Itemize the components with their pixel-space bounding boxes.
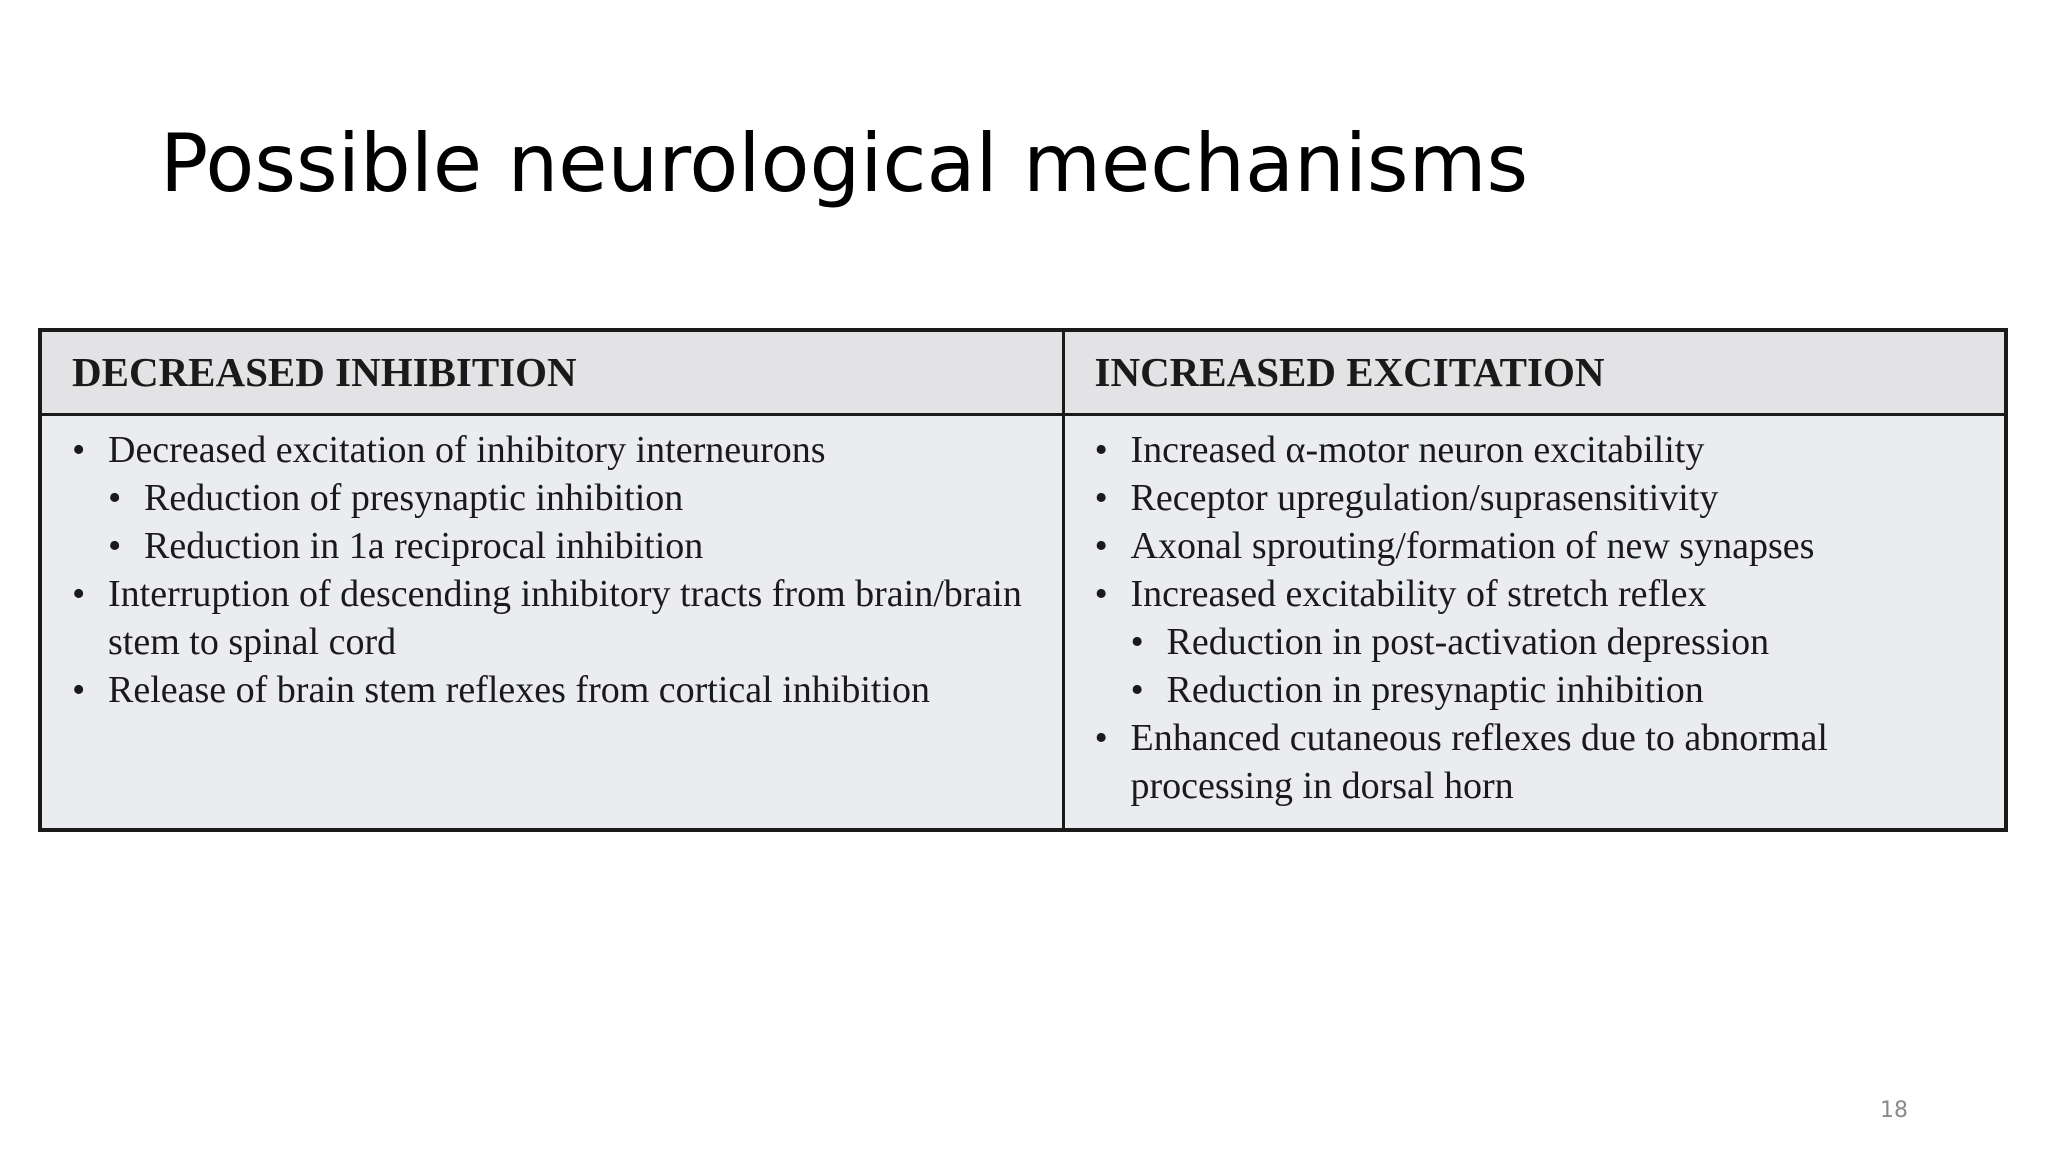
list-item: • Receptor upregulation/suprasensitivity: [1095, 474, 1985, 522]
list-item: • Reduction in 1a reciprocal inhibition: [108, 522, 1042, 570]
header-increased-excitation: INCREASED EXCITATION: [1063, 330, 2006, 414]
increased-excitation-cell: [1063, 414, 2006, 830]
list-item: • Axonal sprouting/formation of new synapses: [1095, 522, 1985, 570]
list-item: • Release of brain stem reflexes from cortical inhibition: [72, 666, 1042, 714]
decreased-inhibition-list: [72, 426, 1042, 714]
page-number: 18: [1880, 1098, 1908, 1123]
mechanisms-table: [38, 328, 2008, 832]
header-decreased-inhibition: DECREASED INHIBITION: [40, 330, 1063, 414]
list-item: • Decreased excitation of inhibitory interneurons: [72, 426, 1042, 474]
table-body-row: [40, 414, 2006, 830]
list-item: • Reduction in post-activation depression: [1131, 618, 1985, 666]
list-item: • Reduction in presynaptic inhibition: [1131, 666, 1985, 714]
list-item: • Increased excitability of stretch reflex: [1095, 570, 1985, 618]
list-item: • Reduction of presynaptic inhibition: [108, 474, 1042, 522]
slide-title: Possible neurological mechanisms: [160, 117, 1529, 210]
decreased-inhibition-cell: [40, 414, 1063, 830]
list-item: • Interruption of descending inhibitory tracts from brain/brain stem to spinal cord: [72, 570, 1042, 666]
table-header-row: [40, 330, 2006, 414]
list-item: • Increased α-motor neuron excitability: [1095, 426, 1985, 474]
increased-excitation-list: [1095, 426, 1985, 810]
list-item: • Enhanced cutaneous reflexes due to abnormal processing in dorsal horn: [1095, 714, 1985, 810]
